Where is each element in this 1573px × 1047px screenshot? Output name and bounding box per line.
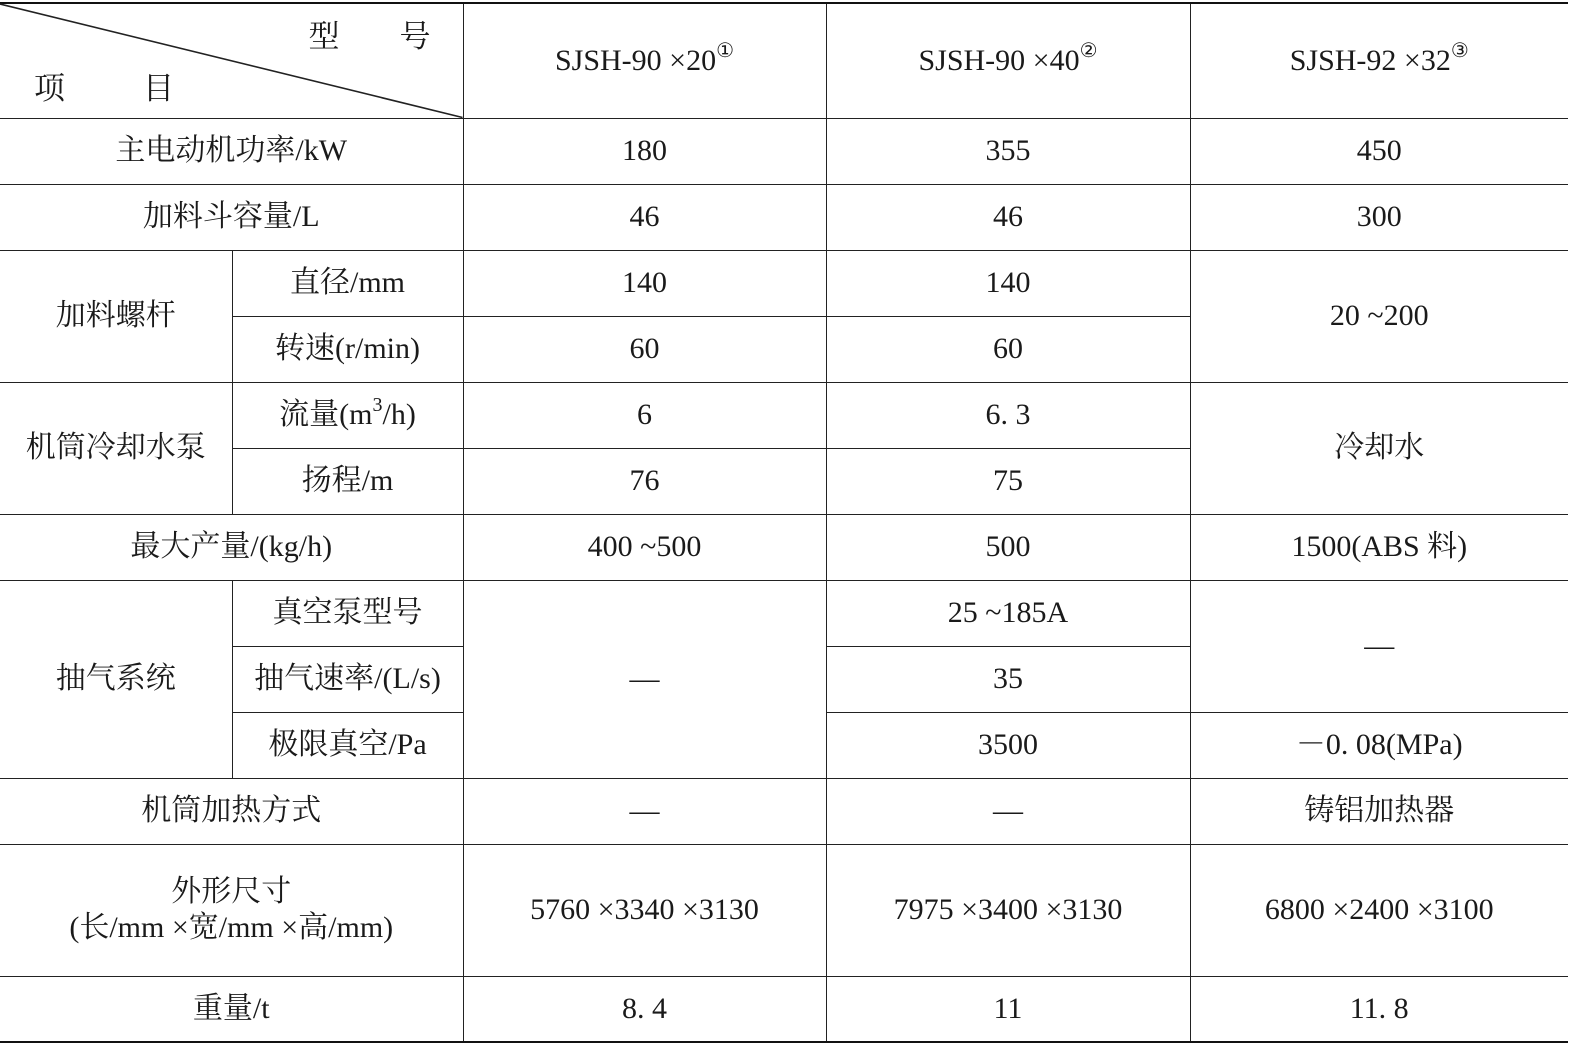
cell-value: — (1190, 580, 1568, 712)
table-row (0, 184, 1568, 250)
cell-value: — (826, 778, 1190, 844)
cell-value: 11. 8 (1190, 976, 1568, 1042)
cell-value: 铸铝加热器 (1190, 778, 1568, 844)
table-row (0, 514, 1568, 580)
header-item-label: 项目 (34, 71, 252, 107)
cell-value: 6800 ×2400 ×3100 (1190, 844, 1568, 976)
cell-value: －0. 08(MPa) (1190, 712, 1568, 778)
table-row (0, 382, 1568, 448)
sub-label: 流量$(m^3/h)$ (232, 382, 463, 448)
row-label: 主电动机功率/kW (0, 118, 463, 184)
header-row (0, 3, 1568, 118)
sub-label: 真空泵型号 (232, 580, 463, 646)
group-label: 机筒冷却水泵 (0, 382, 232, 514)
cell-value: 25 ~185A (826, 580, 1190, 646)
cell-value: 140 (463, 250, 826, 316)
sub-label: 直径/mm (232, 250, 463, 316)
spec-table (0, 2, 1568, 1043)
sub-label: 扬程/m (232, 448, 463, 514)
model-header-3: SJSH-92 ×32③ (1190, 3, 1568, 118)
row-label: 加料斗容量/L (0, 184, 463, 250)
cell-value: 60 (826, 316, 1190, 382)
table-row (0, 976, 1568, 1042)
cell-value: 7975 ×3400 ×3130 (826, 844, 1190, 976)
cell-value: 46 (826, 184, 1190, 250)
cell-value: 76 (463, 448, 826, 514)
row-label: 重量/t (0, 976, 463, 1042)
cell-value: — (463, 778, 826, 844)
cell-value: 3500 (826, 712, 1190, 778)
cell-value: 冷却水 (1190, 382, 1568, 514)
cell-value: 60 (463, 316, 826, 382)
cell-value: 180 (463, 118, 826, 184)
table-row (0, 580, 1568, 646)
row-label (0, 844, 463, 976)
model-header-2: SJSH-90 ×40② (826, 3, 1190, 118)
cell-value: 355 (826, 118, 1190, 184)
table-row (0, 118, 1568, 184)
dimensions-label-line1: 外形尺寸 (171, 875, 292, 908)
cell-value: 5760 ×3340 ×3130 (463, 844, 826, 976)
cell-value: 400 ~500 (463, 514, 826, 580)
sub-label: 极限真空/Pa (232, 712, 463, 778)
cell-value: 11 (826, 976, 1190, 1042)
cell-value: 20 ~200 (1190, 250, 1568, 382)
cell-value: 75 (826, 448, 1190, 514)
group-label: 加料螺杆 (0, 250, 232, 382)
table-row (0, 250, 1568, 316)
cell-value: 6. 3 (826, 382, 1190, 448)
cell-value: 46 (463, 184, 826, 250)
cell-value: 35 (826, 646, 1190, 712)
cell-value: 450 (1190, 118, 1568, 184)
cell-value: 140 (826, 250, 1190, 316)
sub-label: 转速(r/min) (232, 316, 463, 382)
row-label: 机筒加热方式 (0, 778, 463, 844)
dimensions-label-line2: (长/mm ×宽/mm ×高/mm) (69, 911, 394, 944)
cell-value: — (463, 580, 826, 778)
cell-value: 500 (826, 514, 1190, 580)
table-row (0, 778, 1568, 844)
cell-value: 6 (463, 382, 826, 448)
group-label: 抽气系统 (0, 580, 232, 778)
header-corner-cell (0, 3, 491, 118)
table-row (0, 844, 1568, 976)
cell-value: 1500(ABS 料) (1190, 514, 1568, 580)
model-header-1: SJSH-90 ×20① (463, 3, 826, 118)
cell-value: 8. 4 (463, 976, 826, 1042)
cell-value: 300 (1190, 184, 1568, 250)
row-label: 最大产量/(kg/h) (0, 514, 463, 580)
header-model-label: 型号 (308, 19, 491, 54)
sub-label: 抽气速率/(L/s) (232, 646, 463, 712)
